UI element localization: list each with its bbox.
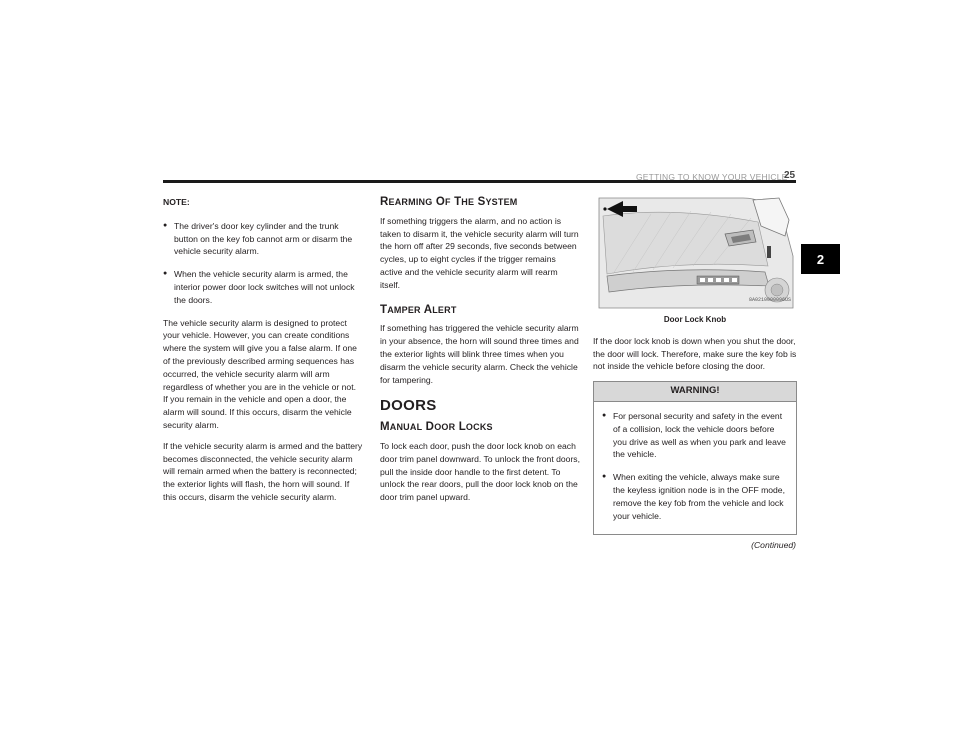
note-bullet: ● When the vehicle security alarm is armed, the interior power door lock switches will not unlock the doors. — [163, 268, 363, 306]
note-label: NOTE: — [163, 197, 190, 207]
paragraph: The vehicle security alarm is designed to protect your vehicle. However, you can create conditions where the system will give you a false alarm. If one of the previously described arming sequences has occurred, the vehicle security alarm will arm regardless of whether you are in the vehicle or not. If you remain in the vehicle and open a door, the alarm will sound. If this occurs, disarm the vehicle security alarm. — [163, 317, 357, 430]
heading-tamper-alert: TAMPER ALERT — [380, 303, 457, 316]
column-left — [163, 196, 363, 512]
paragraph: If something triggers the alarm, and no action is taken to disarm it, the vehicle security alarm will turn the horn off after 29 seconds, five seconds between cycles, up to eight cycles if the trigger remains active and the vehicle security alarm will rearm itself. — [380, 215, 579, 290]
figure-caption: Door Lock Knob — [663, 315, 727, 324]
paragraph: To lock each door, push the door lock knob on each door trim panel downward. To unlock the front doors, pull the inside door handle to the first detent. To unlock the rear doors, pull the door lock knob on the door trim panel upward. — [380, 440, 580, 503]
chapter-tab[interactable]: 2 — [801, 244, 840, 274]
column-right — [593, 196, 797, 552]
continued-note: (Continued) — [751, 540, 796, 551]
running-header: GETTING TO KNOW YOUR VEHICLE — [636, 172, 788, 182]
door-lock-knob-figure — [593, 196, 797, 310]
paragraph: If the door lock knob is down when you shut the door, the door will lock. Therefore, make sure the key fob is not inside the vehicle before closing the door. — [593, 335, 797, 372]
warning-box — [593, 381, 797, 535]
warning-title: WARNING! — [594, 382, 796, 402]
note-bullet: ● The driver's door key cylinder and the trunk button on the key fob cannot arm or disarm the vehicle security alarm. — [163, 220, 363, 258]
column-middle — [380, 196, 580, 512]
heading-doors: DOORS — [380, 397, 437, 415]
warning-bullet: ● When exiting the vehicle, always make sure the keyless ignition node is in the OFF mode, remove the key fob from the vehicle and lock your vehicle. — [602, 471, 790, 522]
page-number: 25 — [784, 170, 796, 181]
paragraph: If something has triggered the vehicle security alarm in your absence, the horn will sound three times and the exterior lights will blink three times when you disarm the vehicle security alarm. Check the vehicle for tampering. — [380, 323, 579, 385]
heading-manual-door-locks: MANUAL DOOR LOCKS — [380, 421, 493, 434]
figure-code: 8A0210000096US — [748, 297, 791, 304]
warning-bullet: ● For personal security and safety in the event of a collision, lock the vehicle doors before you drive as well as when you park and leave the vehicle. — [602, 410, 790, 461]
paragraph: If the vehicle security alarm is armed and the battery becomes disconnected, the vehicle security alarm will remain armed when the battery is reconnected; the exterior lights will flash, the horn will sound. If this occurs, disarm the vehicle security alarm. — [163, 440, 363, 502]
door-panel-illustration — [593, 196, 797, 310]
heading-rearming: REARMING OF THE SYSTEM — [380, 196, 518, 208]
warning-body — [594, 402, 796, 534]
